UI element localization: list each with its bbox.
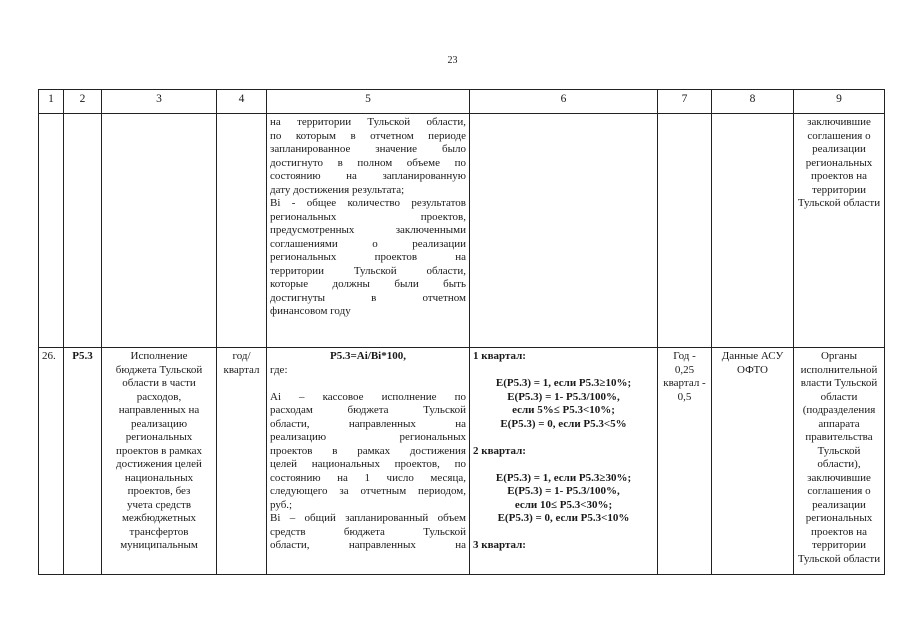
text-line: Bi - общее количество результатов xyxy=(270,197,466,209)
text-line: запланированное значение было xyxy=(270,143,466,155)
text-line: области), xyxy=(817,458,861,470)
text-line: ОФТО xyxy=(736,363,768,376)
text-line: соглашения о xyxy=(807,485,871,497)
text-line: достигнуты в отчетном xyxy=(270,291,466,304)
text-line: реализацию xyxy=(130,417,188,430)
text-line: руб.; xyxy=(270,498,293,511)
empty-cell xyxy=(712,114,794,348)
text-line: Год - xyxy=(673,350,696,362)
text-line: где: xyxy=(270,363,288,376)
table-row xyxy=(39,348,885,575)
text-line: территории xyxy=(811,183,866,196)
text-line: состоянию на 1 число месяца, xyxy=(270,471,466,484)
formula-cell xyxy=(267,348,470,575)
text-line: региональных проектов, xyxy=(270,210,466,223)
text-line: области xyxy=(820,390,858,403)
text-line: территории xyxy=(811,539,866,551)
text-line: бюджета Тульской xyxy=(115,363,203,376)
text-line: проектов, без xyxy=(127,485,191,497)
text-line: области, направленных на xyxy=(270,539,466,551)
text-line: межбюджетных xyxy=(121,512,197,524)
spacer xyxy=(473,526,654,540)
text-line: (подразделения xyxy=(802,404,876,416)
text-line: 0,25 xyxy=(674,363,695,376)
text-line: квартал xyxy=(223,363,260,376)
text-line: расходам бюджета Тульской xyxy=(270,404,466,416)
text-line: E(P5.3) = 1, если P5.3≥30%; xyxy=(495,471,632,484)
header-cell: 5 xyxy=(267,90,470,114)
text-line: E(P5.3) = 0, если P5.3<10% xyxy=(497,512,630,524)
text-line: власти Тульской xyxy=(800,377,878,389)
text-line: заключившие xyxy=(807,116,871,128)
text-line: 0,5 xyxy=(677,390,692,403)
text-line: состоянию на запланированную xyxy=(270,170,466,182)
text-line: Bi – общий запланированный объем xyxy=(270,512,466,524)
text-line: Тульской xyxy=(817,444,861,457)
text-line: целей национальных проектов, по xyxy=(270,458,466,470)
indicator-name-cell xyxy=(102,348,217,575)
text-line: проектов на xyxy=(811,170,867,182)
empty-cell xyxy=(64,114,102,348)
text-line: правительства xyxy=(805,431,873,443)
text-line: если 5%≤ P5.3<10%; xyxy=(512,404,615,416)
text-line: реализации xyxy=(812,498,866,511)
text-line: области в части xyxy=(122,377,196,389)
quarter-title: 2 квартал: xyxy=(473,444,526,457)
header-cell: 1 xyxy=(39,90,64,114)
header-row xyxy=(39,90,885,114)
text-line: если 10≤ P5.3<30%; xyxy=(514,498,613,511)
empty-cell xyxy=(470,114,658,348)
text-line: предусмотренных заключенными xyxy=(270,224,466,236)
text-line: исполнительной xyxy=(800,363,878,376)
spacer xyxy=(270,377,466,391)
empty-cell xyxy=(658,114,712,348)
text-line: региональных xyxy=(805,156,873,169)
row-number: 26. xyxy=(39,348,64,575)
text-line: год/ xyxy=(232,350,251,362)
evaluation-cell xyxy=(470,348,658,575)
text-line: Данные АСУ xyxy=(721,350,784,362)
text-line: Исполнение xyxy=(130,350,188,362)
text-line: E(P5.3) = 1- P5.3/100%, xyxy=(507,390,620,403)
header-cell: 3 xyxy=(102,90,217,114)
text-line: Тульской области xyxy=(797,552,881,565)
text-line: на территории Тульской области, xyxy=(270,116,466,128)
text-line: средств бюджета Тульской xyxy=(270,525,466,538)
text-line: E(P5.3) = 1- P5.3/100%, xyxy=(507,485,620,497)
text-line: реализации xyxy=(812,143,866,155)
text-line: региональных xyxy=(125,431,193,443)
spacer xyxy=(473,431,654,445)
text-line: достижения целей xyxy=(116,458,202,470)
responsible-cell xyxy=(794,348,885,575)
text-line: расходов, xyxy=(136,390,182,403)
text-line: области, направленных на xyxy=(270,417,466,430)
text-line: следующего за отчетным периодом, xyxy=(270,485,466,497)
text-line: финансовом году xyxy=(270,305,351,317)
text-line: аппарата xyxy=(818,417,860,430)
text-line: соглашения о xyxy=(807,129,871,142)
header-cell: 2 xyxy=(64,90,102,114)
text-line: региональных проектов на xyxy=(270,251,466,263)
header-cell: 4 xyxy=(217,90,267,114)
formula: P5.3=Ai/Bi*100, xyxy=(330,350,406,362)
text-line: реализацию региональных xyxy=(270,431,466,443)
empty-cell xyxy=(102,114,217,348)
empty-cell xyxy=(39,114,64,348)
text-line: которые должны были быть xyxy=(270,278,466,290)
spacer xyxy=(473,458,654,472)
text-line: трансфертов xyxy=(129,525,189,538)
responsible-cell xyxy=(794,114,885,348)
quarter-title: 3 квартал: xyxy=(473,539,526,551)
text-line: квартал - xyxy=(663,377,706,389)
text-line: Ai – кассовое исполнение по xyxy=(270,390,466,403)
text-line: достигнуто в полном объеме по xyxy=(270,156,466,169)
header-cell: 6 xyxy=(470,90,658,114)
spacer xyxy=(473,364,654,378)
text-line: региональных xyxy=(805,512,873,524)
text-line: национальных xyxy=(124,471,194,484)
indicator-code: P5.3 xyxy=(64,348,102,575)
text-line: соглашениями о реализации xyxy=(270,237,466,250)
text-line: проектов в рамках xyxy=(115,444,203,457)
formula-description-cell xyxy=(267,114,470,348)
source-cell xyxy=(712,348,794,575)
header-cell: 7 xyxy=(658,90,712,114)
text-line: Тульской области xyxy=(797,197,881,209)
periodicity-cell xyxy=(217,348,267,575)
text-line: заключившие xyxy=(807,471,871,484)
text-line: дату достижения результата; xyxy=(270,183,405,196)
continuation-row xyxy=(39,114,885,348)
text-line: территории Тульской области, xyxy=(270,264,466,277)
text-line: по которым в отчетном периоде xyxy=(270,129,466,142)
header-cell: 9 xyxy=(794,90,885,114)
quarter-title: 1 квартал: xyxy=(473,350,526,362)
text-line: направленных на xyxy=(118,404,200,416)
text-line: E(P5.3) = 0, если P5.3<5% xyxy=(500,417,627,430)
text-line: проектов в рамках достижения xyxy=(270,444,466,457)
page-number: 23 xyxy=(447,55,458,66)
text-line: учета средств xyxy=(126,498,192,511)
indicator-table xyxy=(38,89,885,575)
text-line: Органы xyxy=(820,350,858,362)
text-line: E(P5.3) = 1, если P5.3≥10%; xyxy=(495,377,632,389)
weight-cell xyxy=(658,348,712,575)
text-line: проектов на xyxy=(811,525,867,538)
empty-cell xyxy=(217,114,267,348)
header-cell: 8 xyxy=(712,90,794,114)
text-line: муниципальным xyxy=(120,539,198,551)
